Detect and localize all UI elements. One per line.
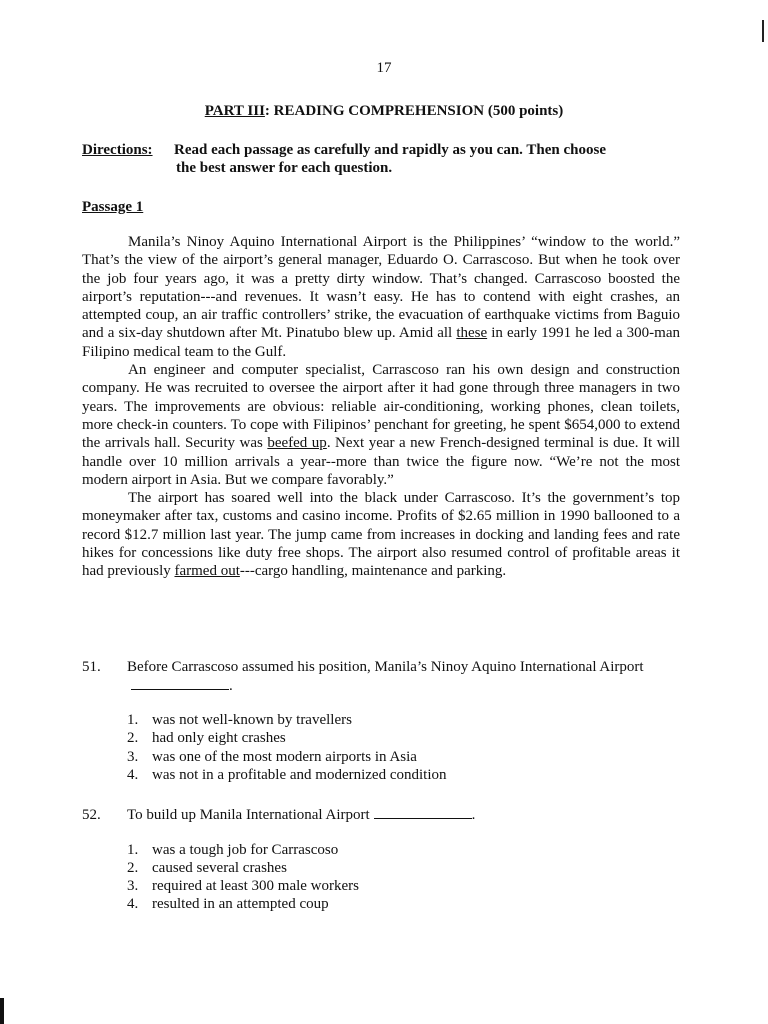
option-text: had only eight crashes bbox=[152, 730, 286, 747]
passage-text: . Next year a new French-designed terminal is due. It will handle over 10 million arrivals a year--more than twice the figure now. “We’re not the most modern airport in Asia. But we compare favorably.” bbox=[82, 435, 680, 488]
passage-text: Manila’s Ninoy Aquino International Airport is the Philippines’ “window to the world.” That’s the view of the airport’s general manager, Eduardo O. Carrascoso. But when he took over the job four years ago, it was a pretty dirty window. That’s changed. Carrascoso boosted the airport’s reputation---and revenues. It wasn’t easy. He has to contend with eight crashes, an attempted coup, an air traffic controllers’ strike, the evacuation of earthquake victims from Baguio and a six-day shutdown after Mt. Pinatubo blew up. Amid all bbox=[82, 234, 680, 342]
answer-option[interactable] bbox=[127, 895, 682, 913]
scan-edge-mark bbox=[762, 20, 764, 42]
question-51 bbox=[82, 658, 682, 784]
directions-text-1: Read each passage as carefully and rapidly as you can. Then choose bbox=[174, 142, 606, 158]
option-text: was not in a profitable and modernized condition bbox=[152, 766, 447, 783]
option-text: was one of the most modern airports in Asia bbox=[152, 748, 417, 765]
passage-paragraph-3 bbox=[82, 489, 680, 580]
option-number: 1. bbox=[127, 841, 139, 858]
answer-option[interactable] bbox=[127, 841, 682, 859]
directions-text-2: the best answer for each question. bbox=[176, 160, 393, 176]
answer-options bbox=[82, 711, 682, 784]
page-number: 17 bbox=[376, 60, 392, 76]
option-text: required at least 300 male workers bbox=[152, 878, 360, 895]
part-heading bbox=[0, 103, 768, 120]
question-number: 52. bbox=[82, 807, 101, 823]
answer-options bbox=[82, 841, 682, 914]
passage-text: An engineer and computer specialist, Carrascoso ran his own design and construction company. He was recruited to oversee the airport after it had gone through three managers in two years. The improvements are obvious: reliable air-conditioning, working phones, clean toilets, more check-in counters. To cope with Filipinos’ penchant for greeting, he spent $654,000 to extend the arrivals hall. Security was bbox=[82, 362, 680, 452]
answer-option[interactable] bbox=[127, 729, 682, 747]
question-stem bbox=[127, 806, 682, 825]
passage-paragraph-1 bbox=[82, 233, 680, 361]
scan-edge-mark bbox=[0, 998, 4, 1024]
passage-text: ---cargo handling, maintenance and parking. bbox=[239, 563, 507, 580]
question-number: 51. bbox=[82, 659, 101, 675]
part-label: PART III bbox=[204, 103, 265, 119]
question-stem-text: To build up Manila International Airport bbox=[127, 807, 370, 823]
option-number: 1. bbox=[127, 712, 139, 728]
passage-body bbox=[82, 233, 680, 581]
option-number: 4. bbox=[127, 766, 139, 783]
answer-option[interactable] bbox=[127, 859, 682, 877]
question-52 bbox=[82, 806, 682, 914]
question-stem bbox=[127, 658, 682, 695]
answer-blank bbox=[374, 806, 472, 819]
passage-text: The airport has soared well into the black under Carrascoso. It’s the government’s top moneymaker after tax, customs and casino income. Profits of $2.65 million in 1990 ballooned to a record $12.7 million last year. The jump came from increases in docking and landing fees and rate hikes for concessions like duty free shops. The airport also resumed control of profitable areas it had previously bbox=[82, 490, 680, 580]
directions-line-1 bbox=[82, 141, 692, 159]
option-number: 2. bbox=[127, 730, 139, 747]
question-stem-text: Before Carrascoso assumed his position, Manila’s Ninoy Aquino International Airport bbox=[127, 659, 644, 675]
underlined-word-beefed-up: beefed up bbox=[267, 435, 327, 452]
option-text: was a tough job for Carrascoso bbox=[152, 841, 339, 858]
answer-option[interactable] bbox=[127, 877, 682, 895]
underlined-word-farmed-out: farmed out bbox=[174, 563, 240, 580]
question-stem-end: . bbox=[229, 677, 233, 694]
passage-text: in early 1991 he led a 300-man Filipino medical team to the Gulf. bbox=[82, 325, 681, 360]
passage-paragraph-2 bbox=[82, 361, 680, 489]
answer-option[interactable] bbox=[127, 748, 682, 766]
option-number: 3. bbox=[127, 748, 139, 765]
underlined-word-these: these bbox=[456, 325, 488, 342]
option-text: was not well-known by travellers bbox=[152, 712, 352, 728]
question-stem-end: . bbox=[471, 807, 476, 823]
option-number: 2. bbox=[127, 859, 139, 876]
passage-title: Passage 1 bbox=[82, 199, 144, 215]
directions-label: Directions: bbox=[82, 142, 153, 158]
answer-option[interactable] bbox=[127, 766, 682, 784]
option-text: caused several crashes bbox=[152, 859, 287, 876]
option-text: resulted in an attempted coup bbox=[152, 896, 329, 913]
option-number: 4. bbox=[127, 896, 139, 913]
option-number: 3. bbox=[127, 878, 139, 895]
answer-option[interactable] bbox=[127, 711, 682, 729]
directions-block bbox=[82, 141, 692, 177]
part-title-text: : READING COMPREHENSION (500 points) bbox=[264, 103, 564, 119]
answer-blank bbox=[131, 677, 229, 690]
